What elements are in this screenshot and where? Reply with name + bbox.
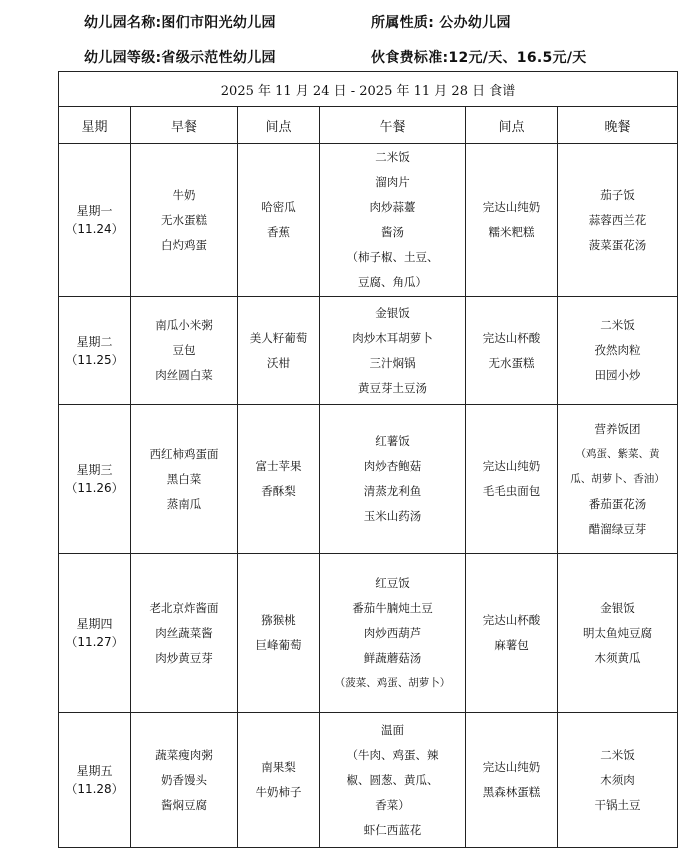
day-cell: [59, 297, 131, 405]
menu-item: 无水蛋糕: [161, 212, 207, 227]
menu-item: 无水蛋糕: [488, 355, 535, 370]
column-header-snack-2: 间点: [466, 107, 558, 144]
menu-item: 豆包: [172, 343, 196, 357]
menu-item: 干锅土豆: [594, 797, 641, 812]
day-cell: [59, 144, 131, 297]
menu-item: 红豆饭: [375, 575, 410, 590]
day-date: （11.28）: [65, 782, 124, 796]
table-row-friday: [59, 713, 678, 848]
snack-cell: [466, 554, 558, 713]
menu-item-note: （鸡蛋、紫菜、黄: [575, 447, 660, 460]
day-cell: [59, 713, 131, 848]
kindergarten-type-value: 公办幼儿园: [439, 15, 511, 31]
menu-item: 哈密瓜: [261, 200, 296, 214]
menu-item-note: （牛肉、鸡蛋、辣: [346, 747, 439, 762]
lunch-cell: [320, 297, 466, 405]
day-cell: [59, 405, 131, 554]
dinner-cell: [558, 554, 678, 713]
column-header-dinner: 晚餐: [558, 107, 678, 144]
menu-item: 完达山纯奶: [482, 760, 541, 774]
column-header-lunch: 午餐: [320, 107, 466, 144]
breakfast-cell: [131, 554, 238, 713]
menu-item: 清蒸龙利鱼: [363, 484, 422, 498]
menu-item: 金银饭: [375, 305, 410, 320]
menu-item: 美人籽葡萄: [249, 330, 308, 345]
menu-item: 肉炒木耳胡萝卜: [352, 330, 433, 345]
menu-item: 巨峰葡萄: [255, 638, 302, 652]
menu-item: 牛奶: [172, 187, 196, 202]
menu-item: 菠菜蛋花汤: [588, 237, 647, 252]
menu-item: 鲜蔬蘑菇汤: [363, 650, 422, 665]
snack-cell: [238, 554, 320, 713]
menu-item-note: 豆腐、角瓜）: [358, 275, 427, 289]
snack-cell: [466, 297, 558, 405]
menu-item: 富士苹果: [255, 459, 302, 473]
menu-item: 香蕉: [267, 225, 290, 239]
lunch-cell: [320, 144, 466, 297]
column-header-day: 星期: [59, 107, 131, 144]
menu-item: 二米饭: [375, 150, 410, 164]
day-date: （11.25）: [65, 352, 124, 367]
menu-item: 麻薯包: [494, 638, 529, 652]
menu-item: 酱焖豆腐: [161, 797, 207, 812]
menu-item: 肉丝圆白菜: [155, 368, 213, 382]
menu-item: 完达山杯酸: [482, 613, 541, 627]
breakfast-cell: [131, 144, 238, 297]
dinner-cell: [558, 713, 678, 848]
menu-item: 肉炒杏鲍菇: [363, 459, 422, 473]
menu-item: 肉炒西葫芦: [363, 625, 422, 640]
menu-item: 酱汤: [381, 225, 404, 239]
breakfast-cell: [131, 297, 238, 405]
lunch-cell: [320, 405, 466, 554]
menu-item: 完达山杯酸: [482, 330, 541, 345]
menu-item: 老北京炸酱面: [149, 600, 219, 615]
menu-item: 南果梨: [261, 760, 296, 774]
dinner-cell: [558, 297, 678, 405]
menu-item-note: （柿子椒、土豆、: [346, 250, 439, 264]
menu-item: 孜然肉粒: [594, 343, 641, 357]
menu-item: 白灼鸡蛋: [161, 237, 207, 252]
breakfast-cell: [131, 713, 238, 848]
menu-item: 虾仁西蓝花: [363, 822, 422, 837]
meal-fee-standard: [371, 47, 587, 67]
menu-item: 肉炒蒜薹: [369, 200, 416, 214]
kindergarten-name: [84, 12, 276, 32]
menu-item: 黄豆芽土豆汤: [358, 380, 427, 395]
menu-item: 玉米山药汤: [363, 509, 422, 523]
breakfast-cell: [131, 405, 238, 554]
kindergarten-name-value: 图们市阳光幼儿园: [161, 15, 276, 31]
menu-item: 完达山纯奶: [482, 459, 541, 473]
menu-item: 番茄蛋花汤: [588, 496, 647, 511]
column-header-row: [59, 107, 678, 144]
kindergarten-level-value: 省级示范性幼儿园: [161, 50, 276, 66]
menu-item: 木须肉: [600, 772, 635, 787]
menu-item: 蒸南瓜: [166, 496, 202, 511]
menu-item: 肉丝蔬菜酱: [155, 625, 213, 640]
menu-item: 温面: [381, 722, 404, 737]
menu-item: 肉炒黄豆芽: [155, 650, 213, 665]
lunch-cell: [320, 713, 466, 848]
menu-item: 田园小炒: [594, 368, 641, 382]
menu-item: 溜肉片: [375, 175, 410, 189]
menu-item: 完达山纯奶: [482, 200, 541, 214]
kindergarten-type: [371, 12, 511, 32]
menu-item: 牛奶柿子: [255, 785, 302, 799]
snack-cell: [466, 405, 558, 554]
dinner-cell: [558, 144, 678, 297]
meal-fee-label: 伙食费标准:: [371, 50, 449, 66]
menu-item: 醋溜绿豆芽: [588, 521, 647, 536]
kindergarten-level: [84, 47, 276, 67]
day-name: 星期五: [76, 764, 113, 778]
day-date: （11.24）: [65, 222, 124, 236]
snack-cell: [238, 713, 320, 848]
snack-cell: [466, 713, 558, 848]
menu-item: 二米饭: [600, 747, 635, 762]
snack-cell: [238, 405, 320, 554]
column-header-breakfast: 早餐: [131, 107, 238, 144]
menu-item: 番茄牛腩炖土豆: [352, 600, 433, 615]
table-row-wednesday: [59, 405, 678, 554]
menu-item-note: 香菜）: [375, 797, 410, 812]
menu-item: 蔬菜瘦肉粥: [155, 747, 213, 762]
day-date: （11.26）: [65, 481, 124, 495]
menu-title: 2025 年 11 月 24 日 - 2025 年 11 月 28 日 食谱: [59, 72, 678, 107]
menu-item: 黑白菜: [166, 471, 202, 486]
menu-item: 黑森林蛋糕: [482, 785, 541, 799]
menu-item: 香酥梨: [261, 484, 296, 498]
menu-item: 红薯饭: [375, 434, 410, 448]
menu-item-note: 椒、圆葱、黄瓜、: [346, 772, 439, 787]
menu-item: 茄子饭: [600, 187, 635, 202]
day-name: 星期二: [76, 334, 113, 349]
kindergarten-level-label: 幼儿园等级:: [84, 50, 162, 66]
snack-cell: [238, 144, 320, 297]
kindergarten-name-label: 幼儿园名称:: [84, 15, 162, 31]
day-date: （11.27）: [65, 635, 124, 649]
menu-item: 南瓜小米粥: [155, 318, 213, 332]
dinner-cell: [558, 405, 678, 554]
menu-item-note: （菠菜、鸡蛋、胡萝卜）: [334, 676, 451, 689]
menu-item: 蒜蓉西兰花: [588, 212, 647, 227]
menu-item: 沃柑: [267, 355, 290, 370]
day-name: 星期四: [76, 617, 113, 631]
table-row-monday: [59, 144, 678, 297]
menu-item: 金银饭: [600, 600, 635, 615]
day-name: 星期一: [76, 204, 113, 218]
snack-cell: [238, 297, 320, 405]
menu-item: 奶香馒头: [161, 772, 207, 787]
table-row-thursday: [59, 554, 678, 713]
snack-cell: [466, 144, 558, 297]
menu-item-note: 瓜、胡萝卜、香油）: [570, 472, 665, 485]
menu-item: 猕猴桃: [261, 613, 296, 627]
meal-fee-value: 12元/天、16.5元/天: [448, 50, 587, 66]
day-cell: [59, 554, 131, 713]
lunch-cell: [320, 554, 466, 713]
kindergarten-type-label: 所属性质:: [371, 15, 435, 31]
menu-item: 二米饭: [600, 318, 635, 332]
menu-item: 西红柿鸡蛋面: [149, 446, 219, 461]
menu-item: 木须黄瓜: [594, 650, 641, 665]
menu-item: 营养饭团: [594, 421, 641, 436]
weekly-menu-table: [58, 71, 678, 848]
menu-item: 糯米粑糕: [488, 225, 535, 239]
menu-item: 毛毛虫面包: [482, 484, 541, 498]
menu-item: 三汁焖锅: [369, 355, 416, 370]
column-header-snack-1: 间点: [238, 107, 320, 144]
day-name: 星期三: [76, 463, 113, 477]
table-row-tuesday: [59, 297, 678, 405]
menu-item: 明太鱼炖豆腐: [583, 625, 652, 640]
